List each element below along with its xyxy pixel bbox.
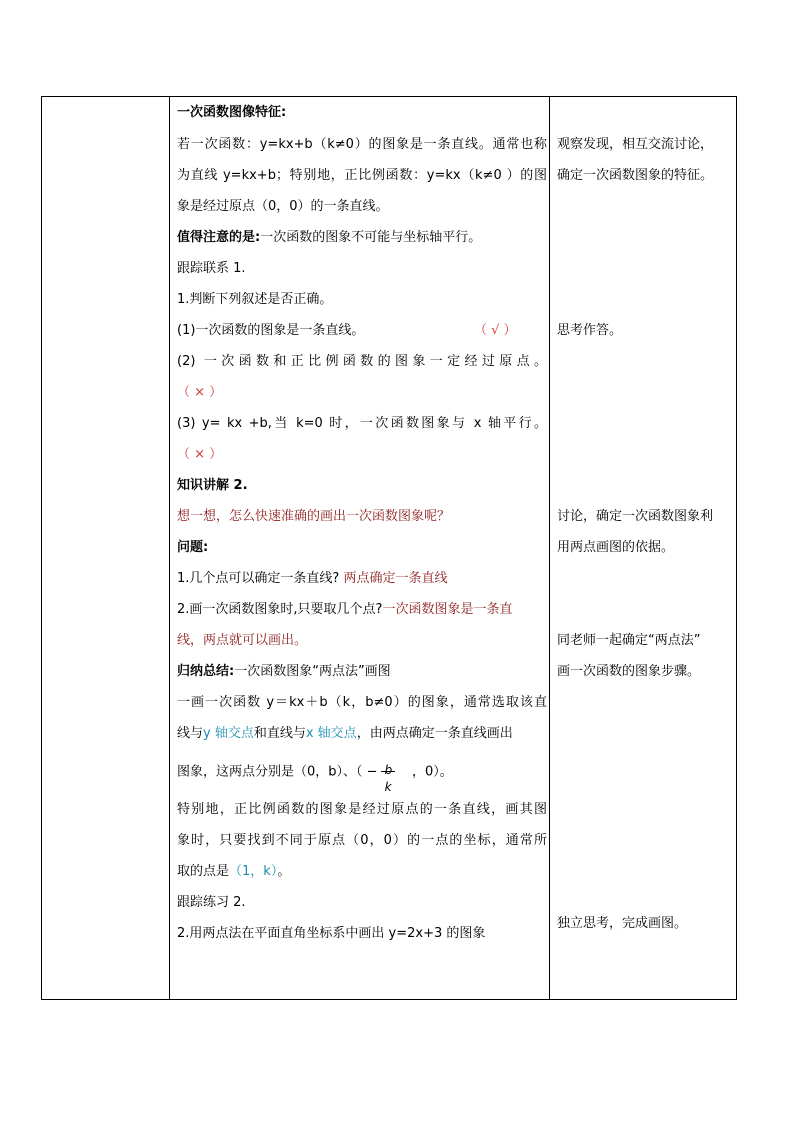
method-text: 线与 (177, 726, 204, 741)
fraction-denominator: k (384, 780, 392, 794)
y-intercept-term: y 轴交点 (203, 726, 254, 741)
guiding-answer-1: 两点确定一条直线 (343, 571, 448, 586)
guiding-answer-2: 一次函数图象是一条直 (382, 602, 513, 617)
paragraph-line: 若一次函数：y=kx+b（k≠0）的图象是一条直线。通常也称 (177, 137, 547, 152)
method-line-2 (177, 726, 513, 742)
practice-heading: 跟踪联系 1. (177, 261, 246, 276)
note-label: 值得注意的是: (177, 230, 261, 245)
method-text: 和直线与 (253, 726, 306, 741)
exercise-2: 2.用两点法在平面直角坐标系中画出 y=2x+3 的图象 (177, 926, 486, 941)
column-divider-1 (169, 97, 170, 999)
think-prompt: 想一想，怎么快速准确的画出一次函数图象呢？ (177, 509, 451, 524)
practice-heading-2: 跟踪练习 2. (177, 895, 246, 910)
guiding-question-1-text: 1.几个点可以确定一条直线? (177, 571, 340, 586)
question-3: (3) y= kx +b,当 k=0 时，一次函数图象与 x 轴平行。 (177, 416, 547, 431)
method-line-1: 一画一次函数 y＝kx＋b（k，b≠0）的图象，通常选取该直 (177, 695, 547, 710)
activity-4-line-1: 同老师一起确定“两点法” (557, 633, 701, 648)
special-case-line-3 (177, 864, 290, 880)
method-text: ，由两点确定一条直线画出 (356, 726, 513, 741)
answer-mark-1: （ √ ） (474, 323, 517, 338)
paragraph-line: 为直线 y=kx+b；特别地，正比例函数：y=kx（k≠0 ）的图 (177, 168, 547, 183)
guiding-question-2 (177, 602, 512, 618)
question-label: 问题: (177, 540, 209, 555)
activity-1-line-2: 确定一次函数图象的特征。 (557, 168, 714, 183)
activity-5: 独立思考，完成画图。 (557, 916, 688, 931)
summary-label: 归纳总结: (177, 664, 235, 679)
special-case-line-2: 象时，只要找到不同于原点（0，0）的一点的坐标，通常所 (177, 833, 547, 848)
section-heading: 一次函数图像特征: (177, 105, 287, 120)
special-case-line-1: 特别地，正比例函数的图象是经过原点的一条直线，画其图 (177, 802, 547, 817)
question-2: (2) 一次函数和正比例函数的图象一定经过原点。 (177, 354, 547, 369)
point-1-k: （1，k） (229, 864, 278, 879)
guiding-answer-2-cont: 线，两点就可以画出。 (177, 633, 308, 648)
summary-text: 一次函数图象“两点法”画图 (234, 664, 391, 679)
summary-line (177, 664, 391, 680)
guiding-question-1 (177, 571, 447, 587)
knowledge-heading: 知识讲解 2. (177, 478, 248, 493)
special-text: 。 (277, 864, 291, 879)
method-text: ，0）。 (411, 764, 453, 780)
note-line (177, 230, 481, 246)
note-text: 一次函数的图象不可能与坐标轴平行。 (260, 230, 482, 245)
method-text: 图象，这两点分别是（0，b）、（ − (177, 764, 378, 780)
activity-2: 思考作答。 (557, 323, 623, 338)
question-1: (1)一次函数的图象是一条直线。 (177, 323, 365, 338)
activity-3-line-2: 用两点画图的依据。 (557, 540, 675, 555)
fraction-numerator: b (384, 763, 393, 777)
method-line-3 (177, 757, 453, 794)
column-divider-2 (549, 97, 550, 999)
activity-1-line-1: 观察发现，相互交流讨论， (557, 137, 714, 152)
activity-4-line-2: 画一次函数的图象步骤。 (557, 664, 701, 679)
special-text: 取的点是 (177, 864, 230, 879)
answer-mark-3: （ × ） (177, 447, 223, 462)
x-intercept-term: x 轴交点 (305, 726, 357, 741)
paragraph-line: 象是经过原点（0，0）的一条直线。 (177, 199, 389, 214)
guiding-question-2-text: 2.画一次函数图象时,只要取几个点? (177, 602, 383, 617)
lesson-table (41, 96, 737, 1000)
fraction-b-over-k (378, 757, 400, 794)
question-heading: 1.判断下列叙述是否正确。 (177, 292, 333, 307)
answer-mark-2: （ × ） (177, 385, 223, 400)
activity-3-line-1: 讨论，确定一次函数图象利 (557, 509, 714, 524)
